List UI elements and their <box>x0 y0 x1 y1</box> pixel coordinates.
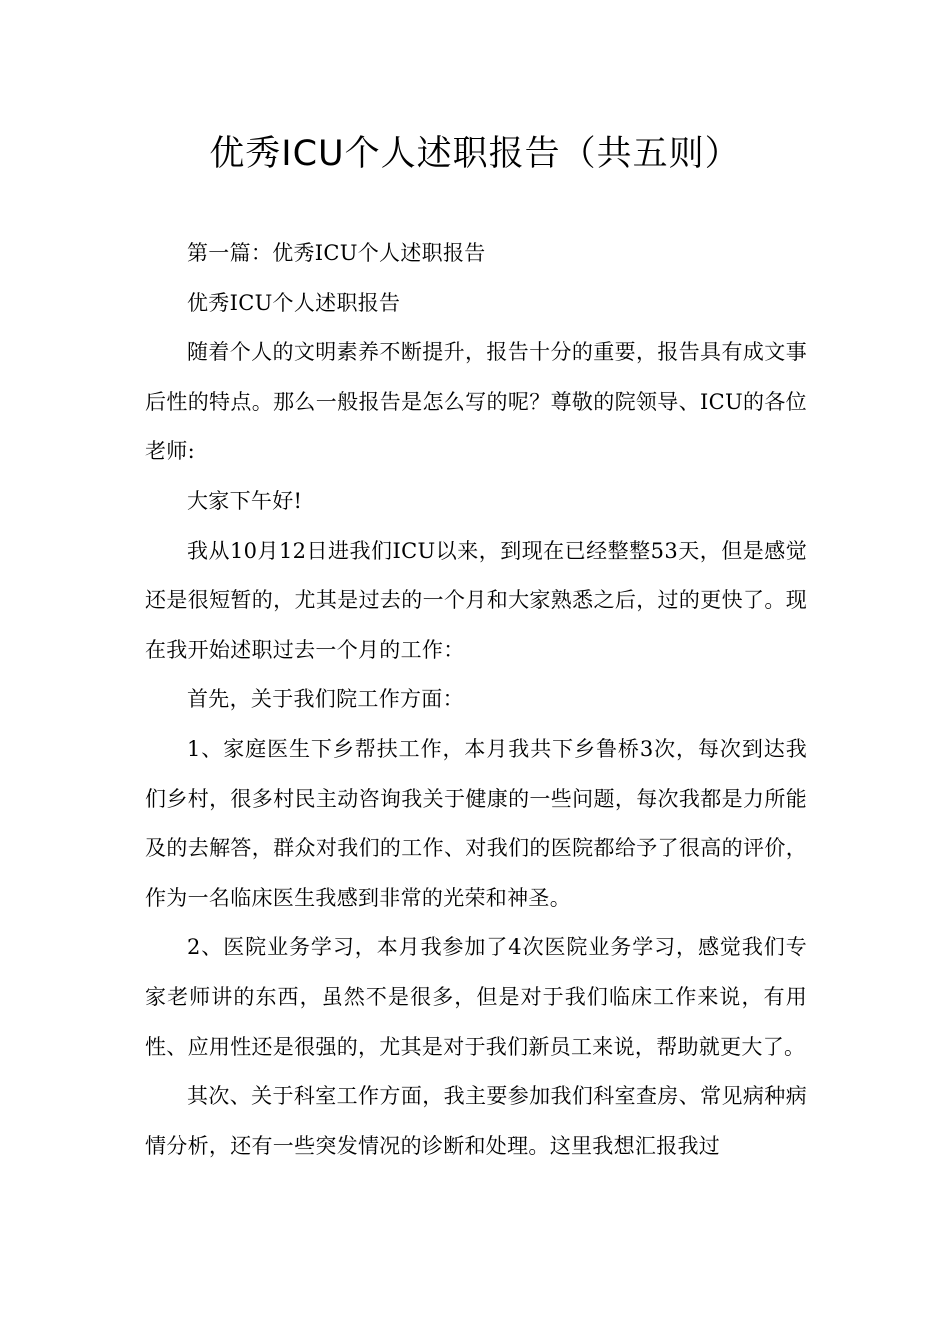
paragraph-department-work: 其次、关于科室工作方面，我主要参加我们科室查房、常见病种病情分析，还有一些突发情况的诊断和处理。这里我想汇报我过 <box>145 1084 807 1158</box>
document-body <box>145 229 807 1171</box>
paragraph-subtitle: 优秀ICU个人述职报告 <box>187 290 401 315</box>
document-title: 优秀ICU个人述职报告（共五则） <box>209 134 741 174</box>
paragraph-item-2: 2、医院业务学习，本月我参加了4次医院业务学习，感觉我们专家老师讲的东西，虽然不是很多，但是对于我们临床工作来说，有用性、应用性还是很强的，尤其是对于我们新员工来说，帮助就更大了。 <box>145 935 807 1059</box>
paragraph-greeting: 大家下午好! <box>187 488 303 513</box>
paragraph-hospital-work-heading: 首先，关于我们院工作方面： <box>187 687 464 712</box>
paragraph-overview: 我从10月12日进我们ICU以来，到现在已经整整53天，但是感觉还是很短暂的，尤其是过去的一个月和大家熟悉之后，过的更快了。现在我开始述职过去一个月的工作： <box>145 538 807 662</box>
paragraph-section-heading: 第一篇：优秀ICU个人述职报告 <box>187 241 486 265</box>
paragraph-intro: 随着个人的文明素养不断提升，报告十分的重要，报告具有成文事后性的特点。那么一般报告是怎么写的呢？尊敬的院领导、ICU的各位老师: <box>145 340 807 464</box>
paragraph-item-1: 1、家庭医生下乡帮扶工作，本月我共下乡鲁桥3次，每次到达我们乡村，很多村民主动咨询我关于健康的一些问题，每次我都是力所能及的去解答，群众对我们的工作、对我们的医院都给予了很高的评价，作为一名临床医生我感到非常的光荣和神圣。 <box>145 736 807 910</box>
